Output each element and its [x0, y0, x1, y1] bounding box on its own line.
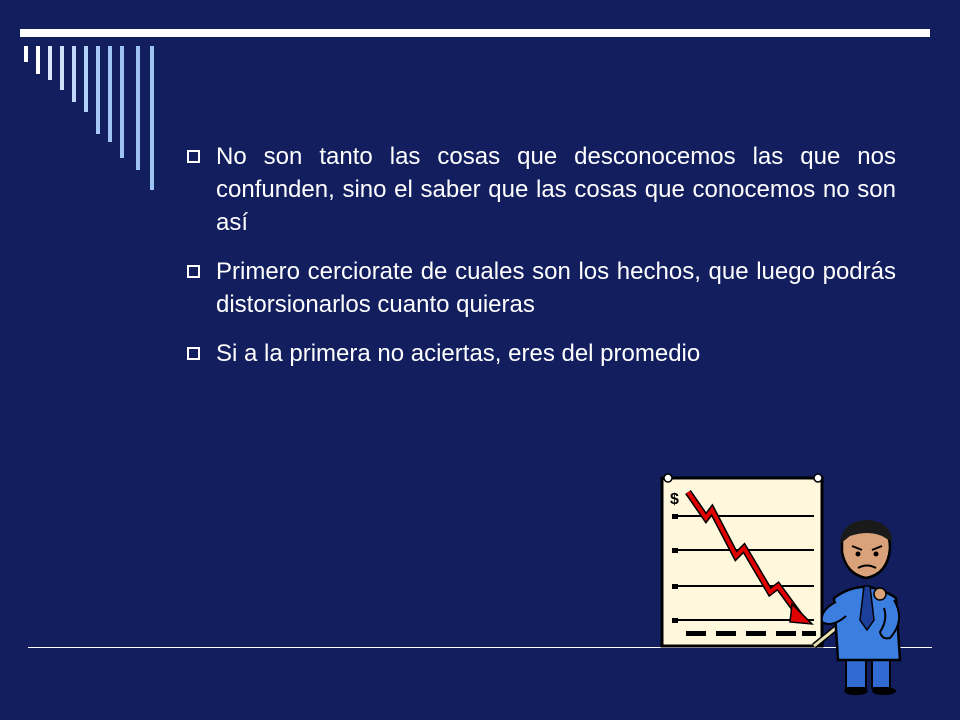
bullet-item [184, 337, 896, 370]
hollow-square-bullet-icon [187, 150, 200, 163]
decorative-bar [48, 46, 52, 80]
decorative-bar [72, 46, 76, 102]
decorative-bar [108, 46, 112, 142]
decorative-bar [120, 46, 124, 158]
bullet-list [184, 140, 896, 386]
falling-chart-man-icon [650, 470, 920, 696]
worried-man [814, 520, 900, 695]
bullet-text: Si a la primera no aciertas, eres del promedio [216, 340, 701, 367]
hollow-square-bullet-icon [187, 347, 200, 360]
pin-icon [664, 474, 672, 482]
pin-icon [814, 474, 822, 482]
top-rule [20, 29, 930, 37]
decorative-bar [96, 46, 100, 134]
bullet-item [184, 255, 896, 321]
bullet-text: Primero cerciorate de cuales son los hechos, que luego podrás distorsionarlos cuanto quieras [216, 258, 896, 318]
decorative-bar [36, 46, 40, 74]
bullet-item [184, 140, 896, 239]
hollow-square-bullet-icon [187, 265, 200, 278]
decorative-bar [60, 46, 64, 90]
decorative-bar [136, 46, 140, 170]
decorative-bar [24, 46, 28, 62]
bullet-text: No son tanto las cosas que desconocemos las que nos confunden, sino el saber que las cosas que conocemos no son así [216, 143, 896, 236]
decorative-bar [150, 46, 154, 190]
dollar-sign: $ [670, 491, 679, 508]
decorative-bar [84, 46, 88, 112]
